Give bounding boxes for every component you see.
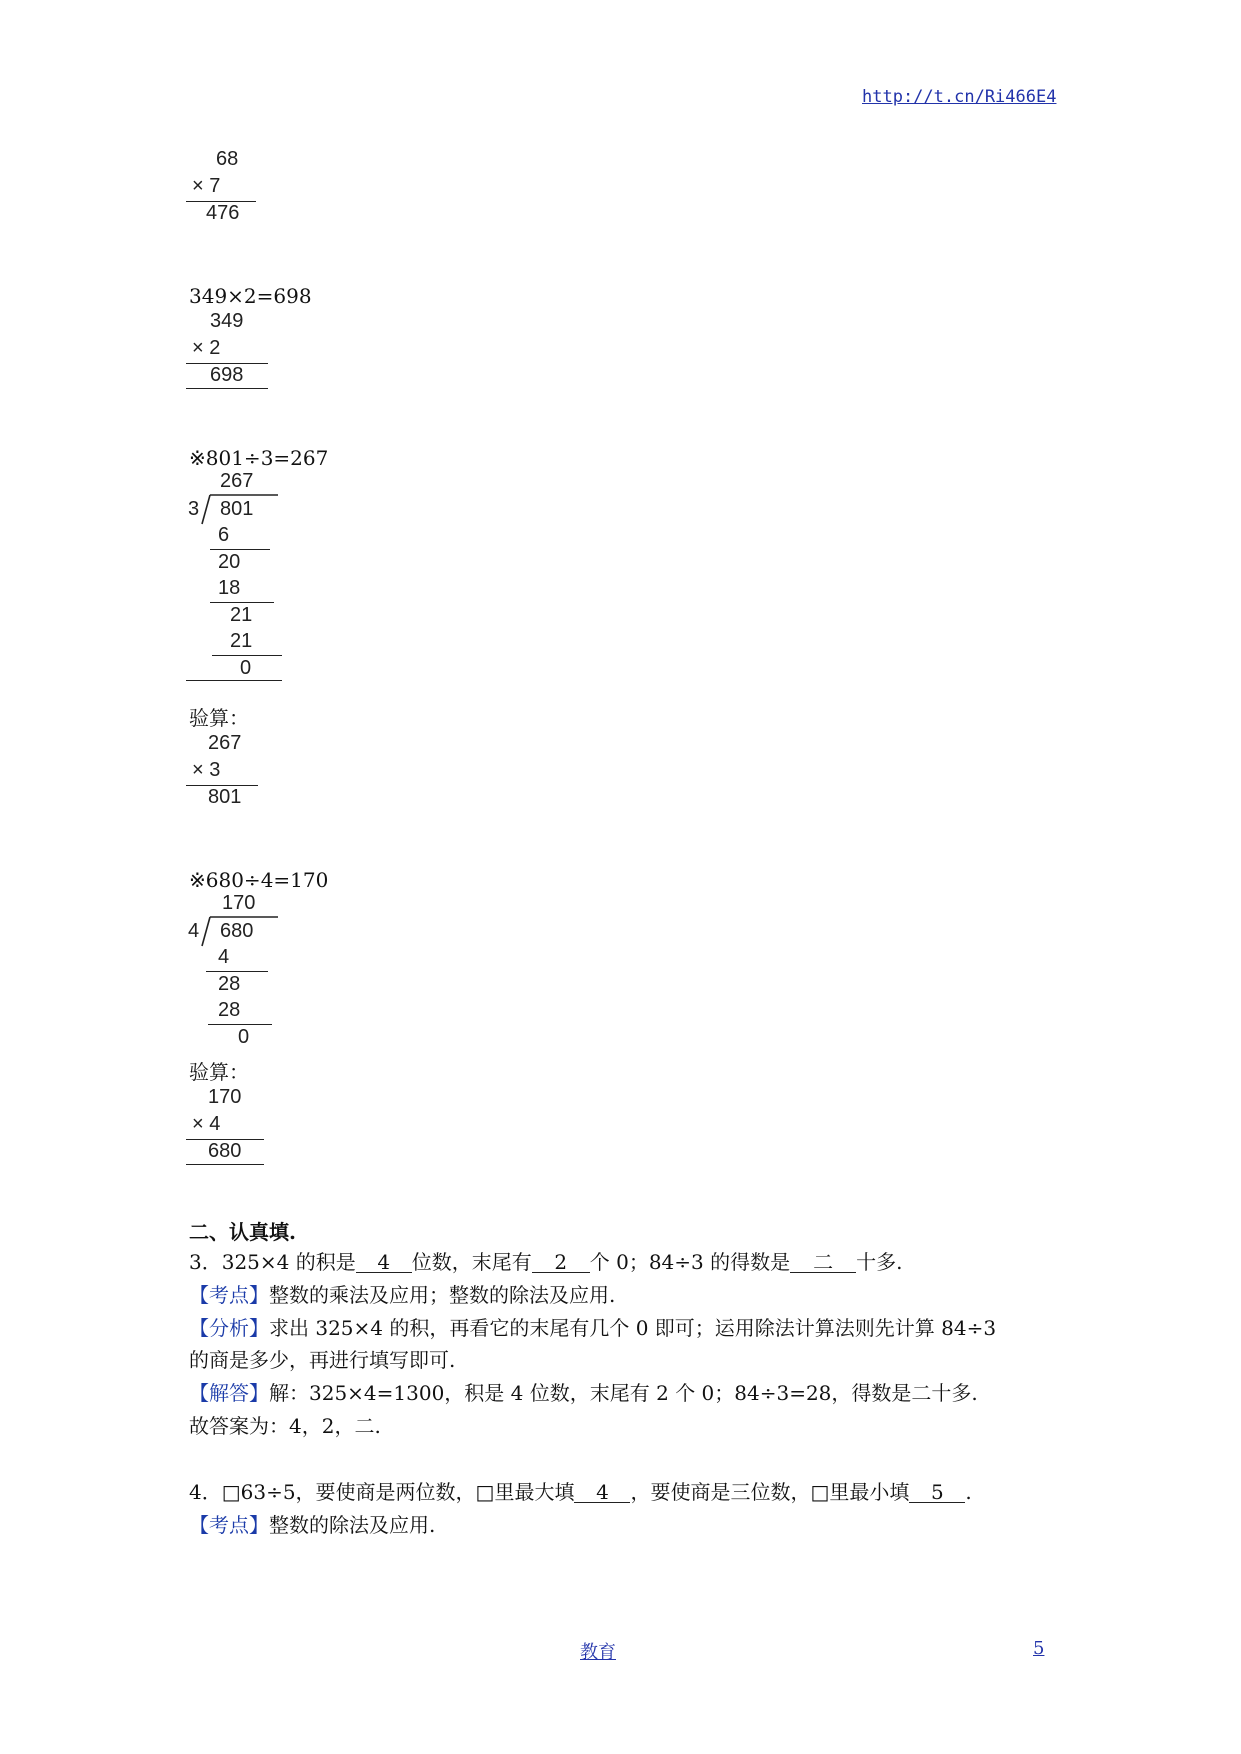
division-step: 21 [230,630,253,652]
check-multiplication-170x4 [186,1086,286,1166]
q3-blank-1: 4 [356,1253,412,1273]
check-label: 验算： [189,706,249,730]
rule [186,1164,264,1165]
q3-kaodian [189,1285,615,1305]
q4-text-3: . [965,1480,972,1504]
product: 801 [208,786,242,808]
q4-blank-1: 4 [574,1483,630,1503]
fenxi-tag: 【分析】 [189,1316,269,1340]
product: 698 [210,364,244,386]
q3-fenxi [189,1318,996,1338]
question-4 [189,1482,972,1503]
rule [208,1024,272,1025]
multiplier-row: × 4 [192,1113,221,1135]
q3-jieda [189,1383,978,1403]
rule [210,602,274,603]
jieda-tag: 【解答】 [189,1381,269,1405]
kaodian-text: 整数的除法及应用. [269,1513,436,1537]
division-step: 21 [230,604,253,626]
q3-text-4: 十多. [856,1250,903,1274]
multiplicand: 349 [210,310,244,332]
dividend: 801 [220,498,254,520]
q3-answer: 故答案为：4，2，二. [189,1414,381,1438]
multiplicand: 267 [208,732,242,754]
q4-text-2: ，要使商是三位数，□里最小填 [630,1480,910,1504]
header-link[interactable]: http://t.cn/Ri466E4 [862,87,1057,107]
equation-801div3: ※801÷3=267 [189,446,329,470]
q3-blank-2: 2 [532,1253,590,1273]
rule [206,971,268,972]
quotient: 170 [222,892,256,914]
fenxi-text: 求出 325×4 的积，再看它的末尾有几个 0 即可；运用除法计算法则先计算 84÷3 [269,1316,997,1340]
question-3 [189,1252,902,1273]
multiplier-row: × 3 [192,759,221,781]
equation-349x2: 349×2=698 [189,284,312,308]
jieda-text: 解：325×4=1300，积是 4 位数，末尾有 2 个 0；84÷3=28，得数是二十多. [269,1381,978,1405]
rule [210,549,270,550]
kaodian-tag: 【考点】 [189,1283,269,1307]
division-step: 20 [218,551,241,573]
q4-kaodian [189,1515,435,1535]
q3-blank-3: 二 [790,1253,856,1273]
rule [186,680,282,681]
vertical-multiplication-68x7 [186,148,266,228]
q4-text-1: 4．□63÷5，要使商是两位数，□里最大填 [189,1480,575,1504]
kaodian-text: 整数的乘法及应用；整数的除法及应用. [269,1283,616,1307]
dividend: 680 [220,920,254,942]
divisor: 4 [188,920,200,942]
long-division-680 [186,892,286,1052]
q3-text-3: 个 0；84÷3 的得数是 [589,1250,791,1274]
rule [186,388,268,389]
vertical-multiplication-349x2 [186,310,276,390]
page-number: 5 [1033,1638,1045,1659]
q3-fenxi-cont: 的商是多少，再进行填写即可. [189,1348,456,1372]
divisor: 3 [188,498,200,520]
long-division-801 [186,470,286,680]
division-step: 0 [238,1026,250,1048]
rule [212,655,282,656]
multiplier-row: × 2 [192,337,221,359]
multiplicand: 68 [216,148,239,170]
equation-680div4: ※680÷4=170 [189,868,329,892]
product: 476 [206,202,240,224]
division-step: 28 [218,999,241,1021]
division-step: 28 [218,973,241,995]
quotient: 267 [220,470,254,492]
q3-text-2: 位数，末尾有 [411,1250,532,1274]
multiplier-row: × 7 [192,175,221,197]
q4-blank-2: 5 [909,1483,965,1503]
multiplicand: 170 [208,1086,242,1108]
kaodian-tag: 【考点】 [189,1513,269,1537]
division-step: 6 [218,524,230,546]
product: 680 [208,1140,242,1162]
check-multiplication-267x3 [186,732,276,812]
q3-text-1: 3．325×4 的积是 [189,1250,356,1274]
division-step: 18 [218,577,241,599]
section-heading: 二、认真填. [189,1220,296,1244]
footer-link[interactable]: 教育 [580,1642,616,1663]
check-label: 验算： [189,1060,249,1084]
division-step: 0 [240,657,252,679]
division-step: 4 [218,946,230,968]
